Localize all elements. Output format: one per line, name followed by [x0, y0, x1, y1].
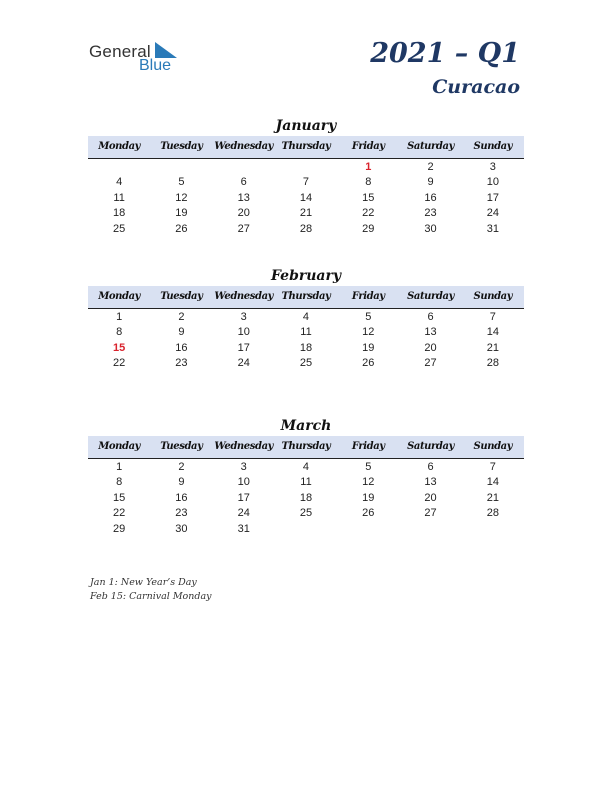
month-days [88, 309, 524, 372]
day-cell [150, 160, 212, 175]
day-cell: 7 [489, 461, 496, 473]
day-cell: 27 [424, 507, 437, 520]
weekday-header [88, 286, 524, 309]
weekday-label: Thursday [281, 441, 331, 452]
day-cell: 28 [486, 507, 499, 520]
day-cell: 22 [113, 357, 126, 370]
day-cell: 13 [237, 191, 250, 204]
day-cell: 2 [427, 161, 434, 173]
day-cell: 27 [424, 357, 437, 370]
week-row [88, 522, 524, 537]
day-cell: 15 [362, 191, 375, 204]
day-cell: 26 [362, 357, 375, 370]
day-cell: 10 [237, 476, 250, 489]
week-row [88, 310, 524, 325]
day-cell: 13 [424, 326, 437, 339]
day-cell: 8 [116, 476, 123, 489]
day-cell [275, 160, 337, 175]
week-row [88, 191, 524, 206]
day-cell: 16 [175, 491, 188, 504]
day-cell: 21 [299, 207, 313, 220]
day-cell: 8 [116, 326, 123, 339]
day-cell: 7 [302, 176, 310, 189]
day-cell: 19 [362, 341, 375, 354]
weekday-label: Friday [351, 291, 385, 302]
day-cell: 4 [302, 461, 310, 473]
week-row [88, 325, 524, 340]
day-cell: 21 [486, 491, 499, 504]
holiday-note: Feb 15: Carnival Monday [90, 591, 212, 602]
day-cell: 10 [486, 176, 499, 189]
weekday-label: Sunday [473, 291, 513, 302]
day-cell: 30 [175, 522, 188, 535]
week-row [88, 206, 524, 221]
day-cell: 12 [362, 476, 375, 489]
day-cell [275, 522, 337, 537]
day-cell: 27 [237, 222, 250, 235]
day-cell: 8 [365, 176, 372, 189]
weekday-label: Saturday [407, 291, 455, 302]
day-cell: 23 [424, 207, 437, 220]
day-cell: 4 [302, 311, 310, 323]
day-cell: 3 [240, 311, 247, 323]
day-cell: 9 [427, 176, 434, 189]
day-cell: 12 [362, 326, 375, 339]
weekday-label: Wednesday [214, 141, 274, 152]
day-cell: 3 [240, 461, 247, 473]
weekday-label: Tuesday [160, 441, 203, 452]
logo-triangle-icon [155, 42, 177, 58]
month-february [88, 266, 524, 372]
week-row [88, 460, 524, 475]
week-row [88, 475, 524, 490]
day-cell: 19 [175, 207, 188, 220]
day-cell: 28 [486, 357, 499, 370]
week-row [88, 506, 524, 521]
weekday-label: Saturday [407, 141, 455, 152]
day-cell [399, 522, 461, 537]
week-row [88, 491, 524, 506]
day-cell: 15 [113, 341, 126, 354]
day-cell: 6 [240, 176, 247, 189]
holiday-notes [90, 576, 212, 604]
day-cell: 6 [427, 461, 434, 473]
weekday-label: Wednesday [214, 291, 274, 302]
month-days [88, 159, 524, 237]
weekday-label: Thursday [281, 141, 331, 152]
weekday-label: Sunday [473, 441, 513, 452]
day-cell: 26 [175, 222, 188, 235]
day-cell: 20 [424, 341, 437, 354]
weekday-header [88, 136, 524, 159]
day-cell [462, 522, 524, 537]
day-cell: 9 [178, 476, 185, 489]
generalblue-logo [89, 40, 189, 80]
day-cell [88, 160, 150, 175]
day-cell [337, 522, 399, 537]
day-cell: 21 [486, 341, 499, 354]
day-cell: 5 [365, 311, 372, 323]
month-march [88, 416, 524, 537]
day-cell: 11 [300, 326, 312, 339]
month-title: February [270, 268, 341, 284]
day-cell: 2 [178, 311, 185, 323]
weekday-label: Sunday [473, 141, 513, 152]
day-cell: 10 [237, 326, 250, 339]
day-cell [213, 160, 275, 175]
week-row [88, 175, 524, 190]
day-cell: 23 [175, 357, 188, 370]
day-cell: 22 [362, 207, 375, 220]
day-cell: 25 [299, 507, 313, 520]
weekday-label: Saturday [407, 441, 455, 452]
country-name: Curacao [432, 76, 520, 98]
weekday-label: Monday [98, 441, 141, 452]
day-cell: 20 [424, 491, 437, 504]
day-cell: 31 [486, 222, 499, 235]
day-cell: 24 [237, 357, 250, 370]
day-cell: 14 [486, 326, 499, 339]
month-january [88, 116, 524, 237]
day-cell: 17 [237, 341, 250, 354]
week-row [88, 160, 524, 175]
day-cell: 2 [178, 461, 185, 473]
month-days [88, 459, 524, 537]
day-cell: 14 [486, 476, 499, 489]
day-cell: 23 [175, 507, 188, 520]
day-cell: 24 [486, 207, 499, 220]
weekday-label: Tuesday [160, 141, 203, 152]
day-cell: 7 [489, 311, 496, 323]
day-cell: 20 [237, 207, 250, 220]
day-cell: 4 [116, 176, 123, 189]
weekday-header [88, 436, 524, 459]
weekday-label: Wednesday [214, 441, 274, 452]
day-cell: 1 [116, 311, 123, 323]
weekday-label: Monday [98, 141, 141, 152]
day-cell: 26 [362, 507, 375, 520]
month-title: March [280, 418, 332, 434]
week-row [88, 341, 524, 356]
week-row [88, 222, 524, 237]
day-cell: 16 [175, 341, 188, 354]
day-cell: 30 [424, 222, 437, 235]
day-cell: 11 [113, 191, 125, 204]
day-cell: 29 [362, 222, 375, 235]
day-cell: 12 [175, 191, 188, 204]
day-cell: 5 [178, 176, 185, 189]
day-cell: 11 [300, 476, 312, 489]
day-cell: 17 [486, 191, 499, 204]
day-cell: 29 [113, 522, 126, 535]
day-cell: 15 [113, 491, 126, 504]
day-cell: 9 [178, 326, 185, 339]
day-cell: 5 [365, 461, 372, 473]
day-cell: 25 [299, 357, 313, 370]
month-title: January [275, 118, 337, 134]
weekday-label: Thursday [281, 291, 331, 302]
day-cell: 6 [427, 311, 434, 323]
weekday-label: Monday [98, 291, 141, 302]
page-title: 2021 – Q1 [370, 38, 520, 69]
weekday-label: Friday [351, 441, 385, 452]
day-cell: 3 [489, 161, 496, 173]
day-cell: 31 [237, 522, 250, 535]
day-cell: 22 [113, 507, 126, 520]
day-cell: 24 [237, 507, 250, 520]
day-cell: 18 [299, 491, 313, 504]
weekday-label: Friday [351, 141, 385, 152]
day-cell: 1 [365, 161, 372, 173]
day-cell: 14 [299, 191, 313, 204]
day-cell: 16 [424, 191, 437, 204]
day-cell: 1 [116, 461, 123, 473]
day-cell: 19 [362, 491, 375, 504]
day-cell: 18 [299, 341, 313, 354]
day-cell: 25 [113, 222, 126, 235]
day-cell: 17 [237, 491, 250, 504]
logo-blue-text: Blue [139, 57, 172, 74]
week-row [88, 356, 524, 371]
logo-general-text: General [89, 42, 151, 61]
weekday-label: Tuesday [160, 291, 203, 302]
day-cell: 18 [113, 207, 126, 220]
day-cell: 28 [299, 222, 313, 235]
day-cell: 13 [424, 476, 437, 489]
holiday-note: Jan 1: New Year’s Day [90, 577, 197, 588]
